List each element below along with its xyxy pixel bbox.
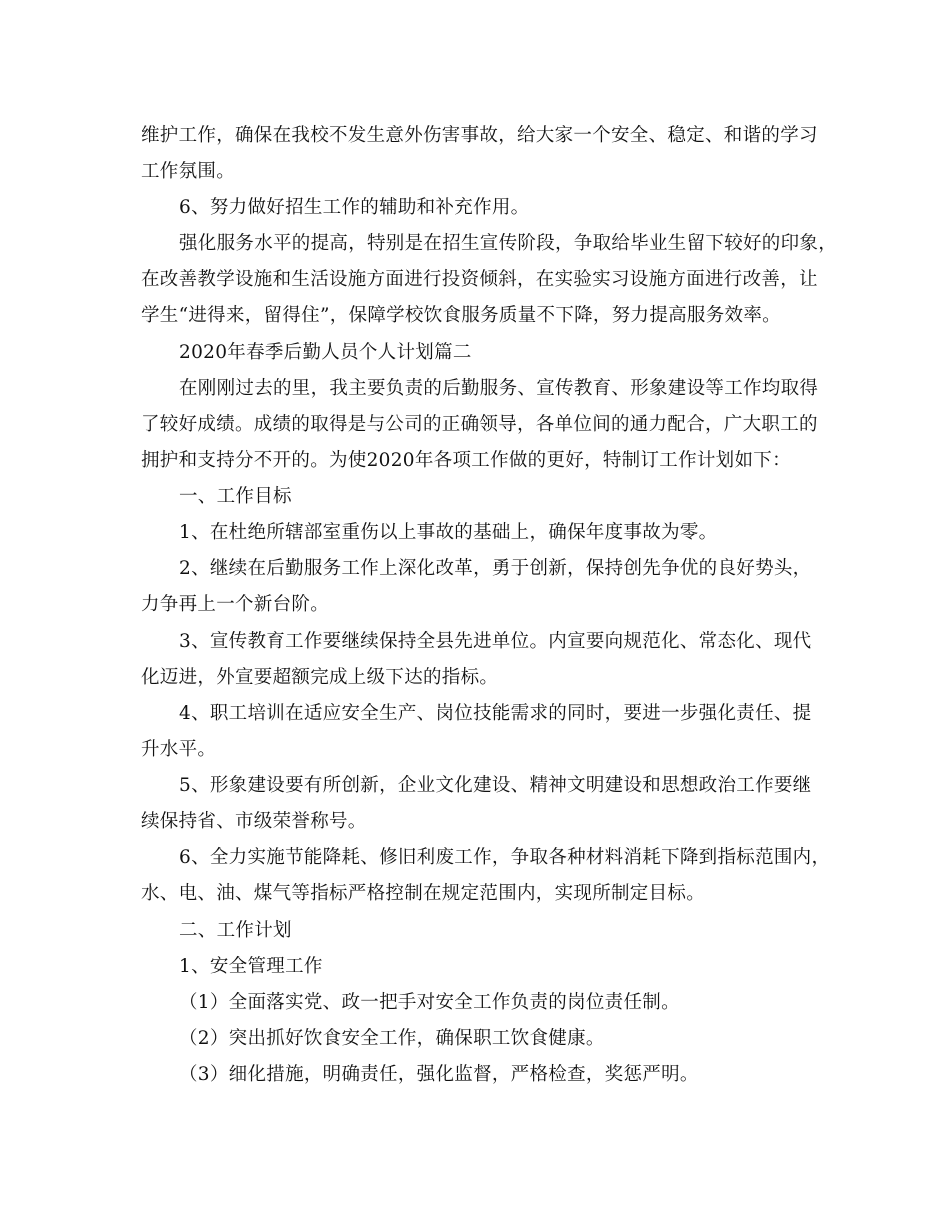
paragraph-line: 在刚刚过去的里，我主要负责的后勤服务、宣传教育、形象建设等工作均取得: [179, 378, 819, 399]
list-item-line: （2）突出抓好饮食安全工作，确保职工饮食健康。: [179, 1028, 605, 1049]
heading-work-plan: 二、工作计划: [179, 920, 292, 941]
list-item-line: 6、努力做好招生工作的辅助和补充作用。: [179, 197, 530, 218]
list-item-line: （1）全面落实党、政一把手对安全工作负责的岗位责任制。: [179, 992, 680, 1013]
body-line: 升水平。: [141, 739, 217, 760]
body-line: 水、电、油、煤气等指标严格控制在规定范围内，实现所制定目标。: [141, 883, 706, 904]
subheading-safety-management: 1、安全管理工作: [179, 956, 323, 977]
body-line: 力争再上一个新台阶。: [141, 594, 330, 615]
list-item-line: 4、职工培训在适应安全生产、岗位技能需求的同时，要进一步强化责任、提: [179, 703, 812, 724]
body-line: 在改善教学设施和生活设施方面进行投资倾斜，在实验实习设施方面进行改善，让: [141, 269, 818, 290]
heading-work-goals: 一、工作目标: [179, 486, 292, 507]
list-item-line: 5、形象建设要有所创新，企业文化建设、精神文明建设和思想政治工作要继: [179, 775, 812, 796]
body-line: 学生“进得来，留得住”，保障学校饮食服务质量不下降，努力提高服务效率。: [141, 305, 781, 326]
list-item-line: 3、宣传教育工作要继续保持全县先进单位。内宣要向规范化、常态化、现代: [179, 631, 812, 652]
body-line: 了较好成绩。成绩的取得是与公司的正确领导，各单位间的通力配合，广大职工的: [141, 414, 818, 435]
body-line: 工作氛围。: [141, 161, 236, 182]
paragraph-line: 强化服务水平的提高，特别是在招生宣传阶段，争取给毕业生留下较好的印象，: [179, 233, 838, 254]
list-item-line: 2、继续在后勤服务工作上深化改革，勇于创新，保持创先争优的良好势头，: [179, 558, 812, 579]
body-line: 化迈进，外宣要超额完成上级下达的指标。: [141, 667, 499, 688]
body-line: 续保持省、市级荣誉称号。: [141, 811, 367, 832]
list-item-line: （3）细化措施，明确责任，强化监督，严格检查，奖惩严明。: [179, 1064, 699, 1085]
list-item-line: 6、全力实施节能降耗、修旧利废工作，争取各种材料消耗下降到指标范围内，: [179, 847, 831, 868]
body-line: 拥护和支持分不开的。为使2020年各项工作做的更好，特制订工作计划如下：: [141, 450, 791, 471]
body-line: 维护工作，确保在我校不发生意外伤害事故，给大家一个安全、稳定、和谐的学习: [141, 125, 818, 146]
list-item-line: 1、在杜绝所辖部室重伤以上事故的基础上，确保年度事故为零。: [179, 522, 718, 543]
section-title: 2020年春季后勤人员个人计划篇二: [179, 342, 472, 363]
